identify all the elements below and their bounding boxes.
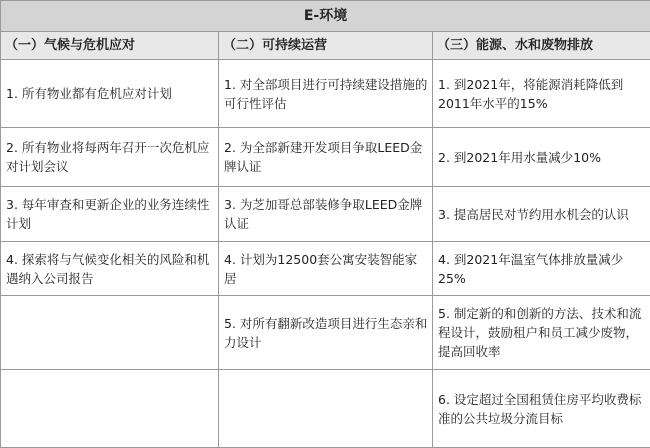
table-cell [219, 370, 433, 448]
table-cell [1, 296, 219, 370]
header-energy-water-waste: （三）能源、水和废物排放 [433, 32, 650, 60]
table-row [1, 60, 650, 128]
table-cell: 3. 为芝加哥总部装修争取LEED金牌认证 [219, 187, 433, 242]
table-cell: 2. 为全部新建开发项目争取LEED金牌认证 [219, 128, 433, 187]
table-cell: 6. 设定超过全国租赁住房平均收费标准的公共垃圾分流目标 [433, 370, 650, 448]
table-cell: 5. 对所有翻新改造项目进行生态亲和力设计 [219, 296, 433, 370]
table-row [1, 187, 650, 242]
table-cell: 4. 计划为12500套公寓安装智能家居 [219, 242, 433, 296]
table-cell [1, 370, 219, 448]
header-climate-crisis: （一）气候与危机应对 [1, 32, 219, 60]
header-sustainable-operations: （二）可持续运营 [219, 32, 433, 60]
table-cell: 1. 所有物业都有危机应对计划 [1, 60, 219, 128]
table-row [1, 370, 650, 448]
title-row [1, 1, 650, 32]
table-cell: 1. 到2021年，将能源消耗降低到2011年水平的15% [433, 60, 650, 128]
table-cell: 2. 所有物业将每两年召开一次危机应对计划会议 [1, 128, 219, 187]
header-row [1, 32, 650, 60]
table-cell: 3. 提高居民对节约用水机会的认识 [433, 187, 650, 242]
table-cell: 1. 对全部项目进行可持续建设措施的可行性评估 [219, 60, 433, 128]
table-cell: 4. 探索将与气候变化相关的风险和机遇纳入公司报告 [1, 242, 219, 296]
table-cell: 3. 每年审查和更新企业的业务连续性计划 [1, 187, 219, 242]
table-row [1, 242, 650, 296]
table-cell: 2. 到2021年用水量减少10% [433, 128, 650, 187]
table-title: E-环境 [1, 1, 650, 32]
table-cell: 5. 制定新的和创新的方法、技术和流程设计，鼓励租户和员工减少废物，提高回收率 [433, 296, 650, 370]
table-row [1, 128, 650, 187]
table-cell: 4. 到2021年温室气体排放量减少25% [433, 242, 650, 296]
table-row [1, 296, 650, 370]
